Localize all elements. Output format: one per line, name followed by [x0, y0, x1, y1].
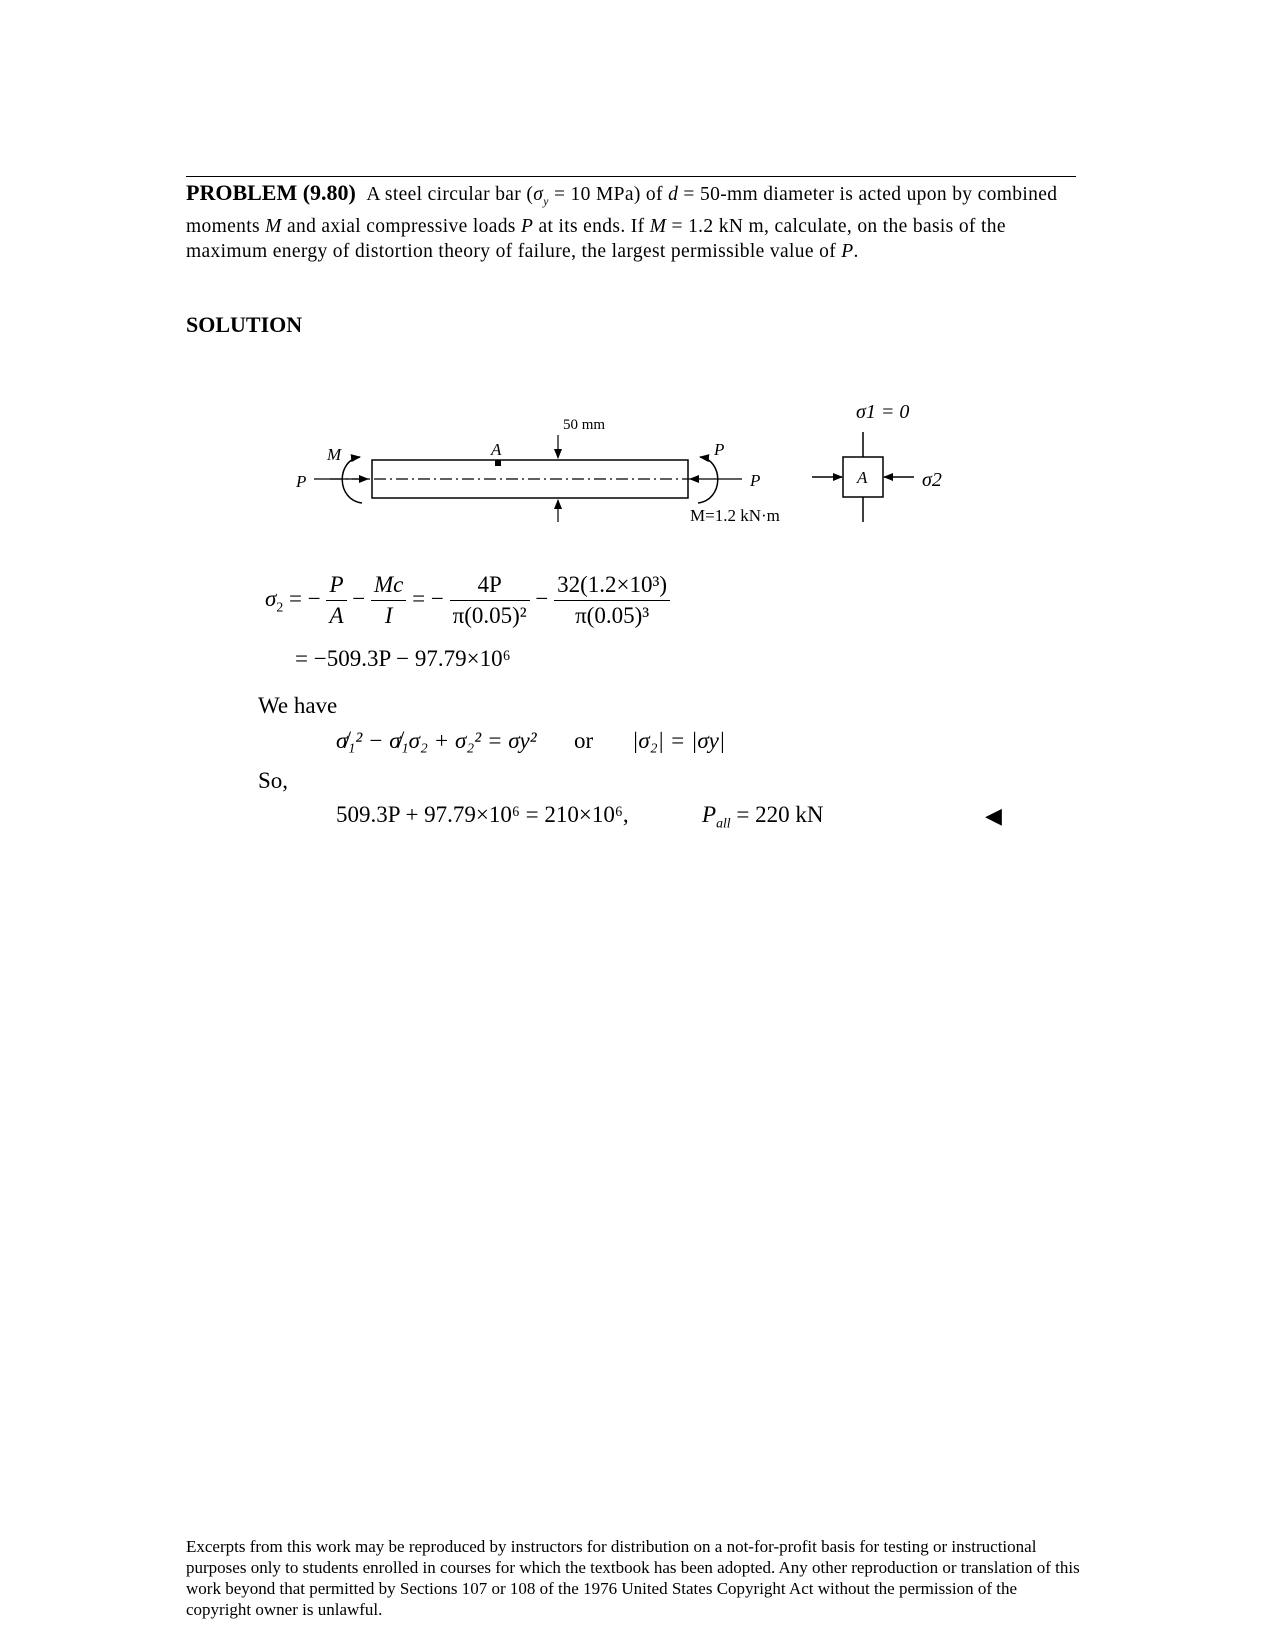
equation-sigma2	[265, 570, 670, 631]
sigma-symbol: σ	[533, 184, 544, 205]
var-d: d	[668, 184, 679, 205]
fraction-Mc-over-I: $\frac{Mc}{I}$	[371, 570, 406, 631]
copyright-footer: Excerpts from this work may be reproduced by instructors for distribution on a not-for-profit basis for testing or instructional purposes only to students enrolled in courses for which the textbook has been adopted. Any other reproduction or translation of this work beyond that permitted by Sections 107 or 108 of the 1976 United States Copyright Act without the permission of the copyright owner is unlawful.	[186, 1537, 1080, 1619]
so-text: So,	[258, 768, 289, 793]
moment-value-label: M=1.2 kN·m	[690, 506, 780, 525]
problem-text: = 1.2 kN m, calculate, on the basis of the maximum energy of distortion theory of failure, the largest permissible value of	[186, 215, 1006, 262]
fraction-moment-term: $\frac{\text{32(1.2×10³)}}{\text{π(0.05)³}}$	[554, 570, 670, 631]
problem-text: = 10 MPa) of	[548, 184, 669, 205]
eq-sub: 2	[276, 599, 284, 615]
equation-distortion-criterion	[336, 728, 537, 754]
fraction-P-over-A: $\frac{P}{A}$	[326, 570, 346, 631]
problem-heading: PROBLEM (9.80)	[186, 180, 356, 205]
right-moment-arrow	[698, 457, 718, 503]
equation-sigma2-result: = −509.3P − 97.79×10⁶	[295, 646, 511, 671]
sigma1-label: σ1 = 0	[856, 401, 910, 423]
criterion-formula: σ̸₁² − σ̸₁σ₂ + σ₂² = σy²	[336, 728, 537, 753]
equation-alt-criterion	[632, 728, 725, 754]
sigma-subscript: y	[543, 194, 549, 208]
problem-text: at its ends. If	[533, 215, 650, 237]
var-M: M	[649, 215, 667, 237]
solution-heading: SOLUTION	[186, 312, 303, 337]
fraction-4P: $\frac{4P}{\text{π(0.05)²}}$	[450, 570, 530, 631]
equation-result	[702, 802, 823, 832]
bar-figure	[0, 0, 1275, 560]
var-P: P	[520, 215, 534, 237]
result-P: P	[702, 802, 717, 827]
alt-criterion-formula: |σ₂| = |σy|	[632, 728, 726, 753]
left-moment-arrow	[342, 457, 362, 503]
result-subscript: all	[716, 815, 731, 831]
or-text: or	[574, 728, 594, 753]
problem-text: = 50-mm diameter is acted upon by combined moments	[186, 184, 1058, 237]
element-label: A	[857, 468, 868, 487]
point-A-marker	[495, 460, 501, 466]
eq-op: = −	[283, 585, 321, 611]
eq-op: = −	[412, 585, 444, 611]
point-A-label: A	[491, 440, 502, 459]
problem-text: .	[853, 240, 859, 262]
right-P-label: P	[750, 471, 761, 490]
left-P-label: P	[296, 472, 307, 491]
result-value: = 220 kN	[730, 802, 824, 827]
we-have-text: We have	[258, 693, 338, 718]
left-M-label: M	[327, 445, 342, 464]
problem-text: and axial compressive loads	[281, 215, 521, 237]
var-M: M	[265, 215, 282, 237]
var-P: P	[841, 240, 854, 262]
right-moment-P-label: P	[714, 440, 725, 459]
eq-op: −	[535, 585, 549, 611]
sigma2-label: σ2	[922, 469, 942, 491]
dimension-label: 50 mm	[563, 417, 606, 433]
answer-marker: ◀	[985, 803, 1002, 828]
eq-sigma: σ	[265, 585, 277, 611]
equation-solve: 509.3P + 97.79×10⁶ = 210×10⁶,	[336, 802, 629, 827]
eq-op: −	[352, 585, 366, 611]
problem-text: A steel circular bar (	[366, 184, 534, 205]
